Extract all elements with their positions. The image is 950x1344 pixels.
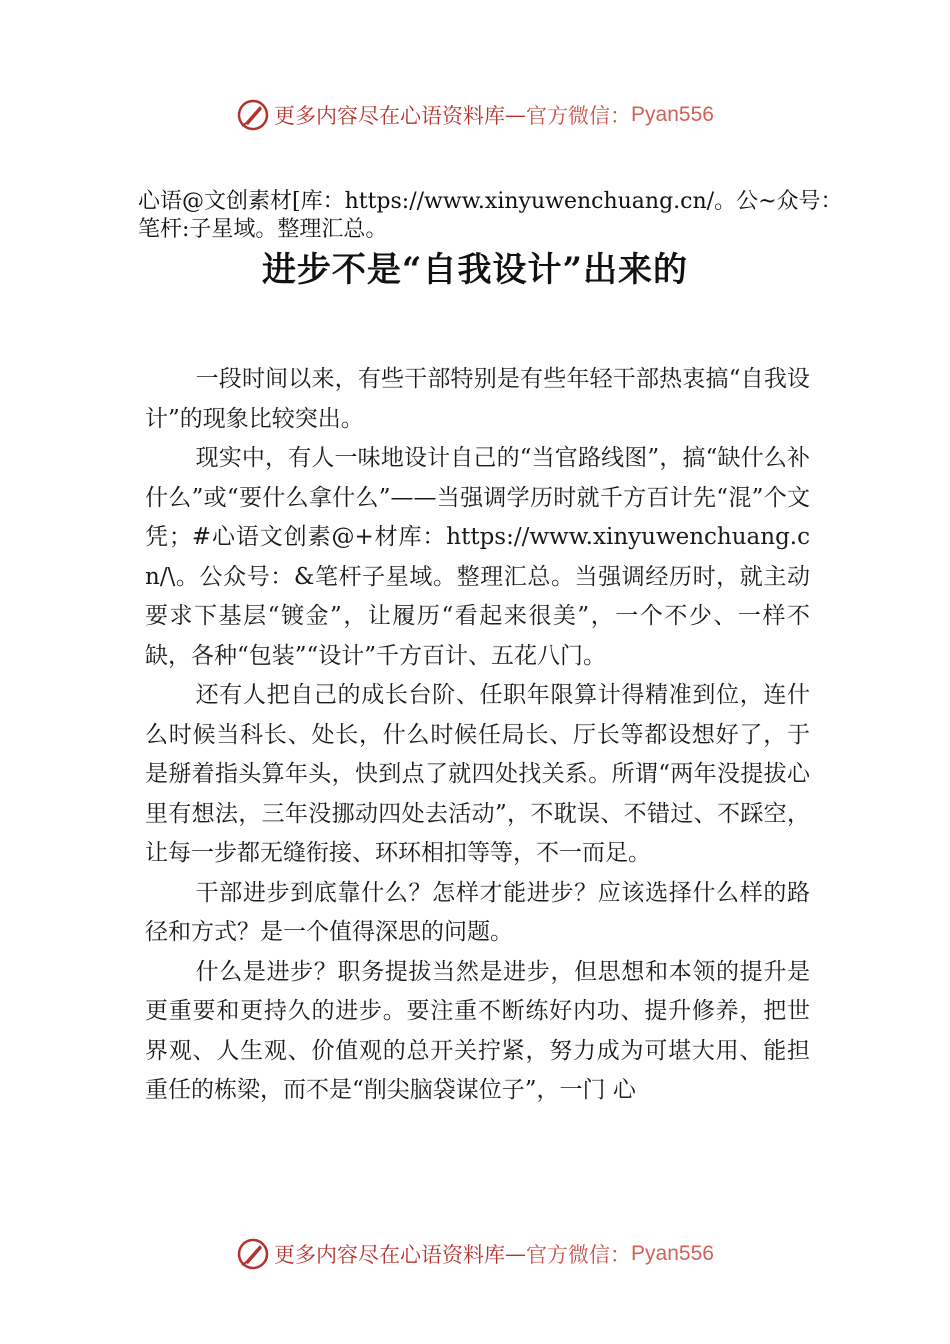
wechat-handle: Pyan556	[631, 103, 714, 126]
quill-logo-icon	[236, 1237, 270, 1271]
banner-text: 更多内容尽在心语资料库	[274, 1243, 506, 1267]
header-banner	[0, 93, 950, 137]
page-title: 进步不是“自我设计”出来的	[261, 250, 689, 290]
source-note: 心语@文创素材[库：https://www.xinyuwenchuang.cn/。公~众号：笔杆:子星域。整理汇总。	[138, 189, 843, 242]
wechat-handle: Pyan556	[631, 1242, 714, 1265]
paragraph: 还有人把自己的成长台阶、任职年限算计得精准到位，连什么时候当科长、处长，什么时候任局长、厅长等都设想好了，于是掰着指头算年头，快到点了就四处找关系。所谓“两年没提拔心里有想法，三年没挪动四处去活动”，不耽误、不错过、不踩空，让每一步都无缝衔接、环环相扣等等，不一而足。	[145, 682, 810, 866]
banner-separator: —	[505, 1242, 527, 1266]
paragraph: 干部进步到底靠什么？怎样才能进步？应该选择什么样的路径和方式？是一个值得深思的问题。	[145, 879, 810, 945]
paragraph: 现实中，有人一味地设计自己的“当官路线图”，搞“缺什么补什么”或“要什么拿什么”——当强调学历时就千方百计先“混”个文凭；#心语文创素@+材库：https://www.xinyuwenchuang.cn/\。公众号：&笔杆子星域。整理汇总。当强调经历时，就主动要求下基层“镀金”，让履历“看起来很美”，一个不少、一样不缺，各种“包装”“设计”千方百计、五花八门。	[145, 445, 810, 669]
paragraph: 一段时间以来，有些干部特别是有些年轻干部热衷搞“自我设计”的现象比较突出。	[145, 366, 810, 432]
wechat-label: 官方微信：	[526, 1243, 632, 1267]
paragraph: 什么是进步？职务提拔当然是进步，但思想和本领的提升是更重要和更持久的进步。要注重不断练好内功、提升修养，把世界观、人生观、价值观的总开关拧紧，努力成为可堪大用、能担重任的栋梁，而不是“削尖脑袋谋位子”，一门 心	[145, 958, 810, 1103]
banner-text: 更多内容尽在心语资料库	[274, 104, 506, 128]
banner-separator: —	[505, 103, 527, 127]
wechat-label: 官方微信：	[526, 104, 632, 128]
quill-logo-icon	[236, 98, 270, 132]
footer-banner	[0, 1232, 950, 1276]
article-body	[145, 360, 810, 1111]
